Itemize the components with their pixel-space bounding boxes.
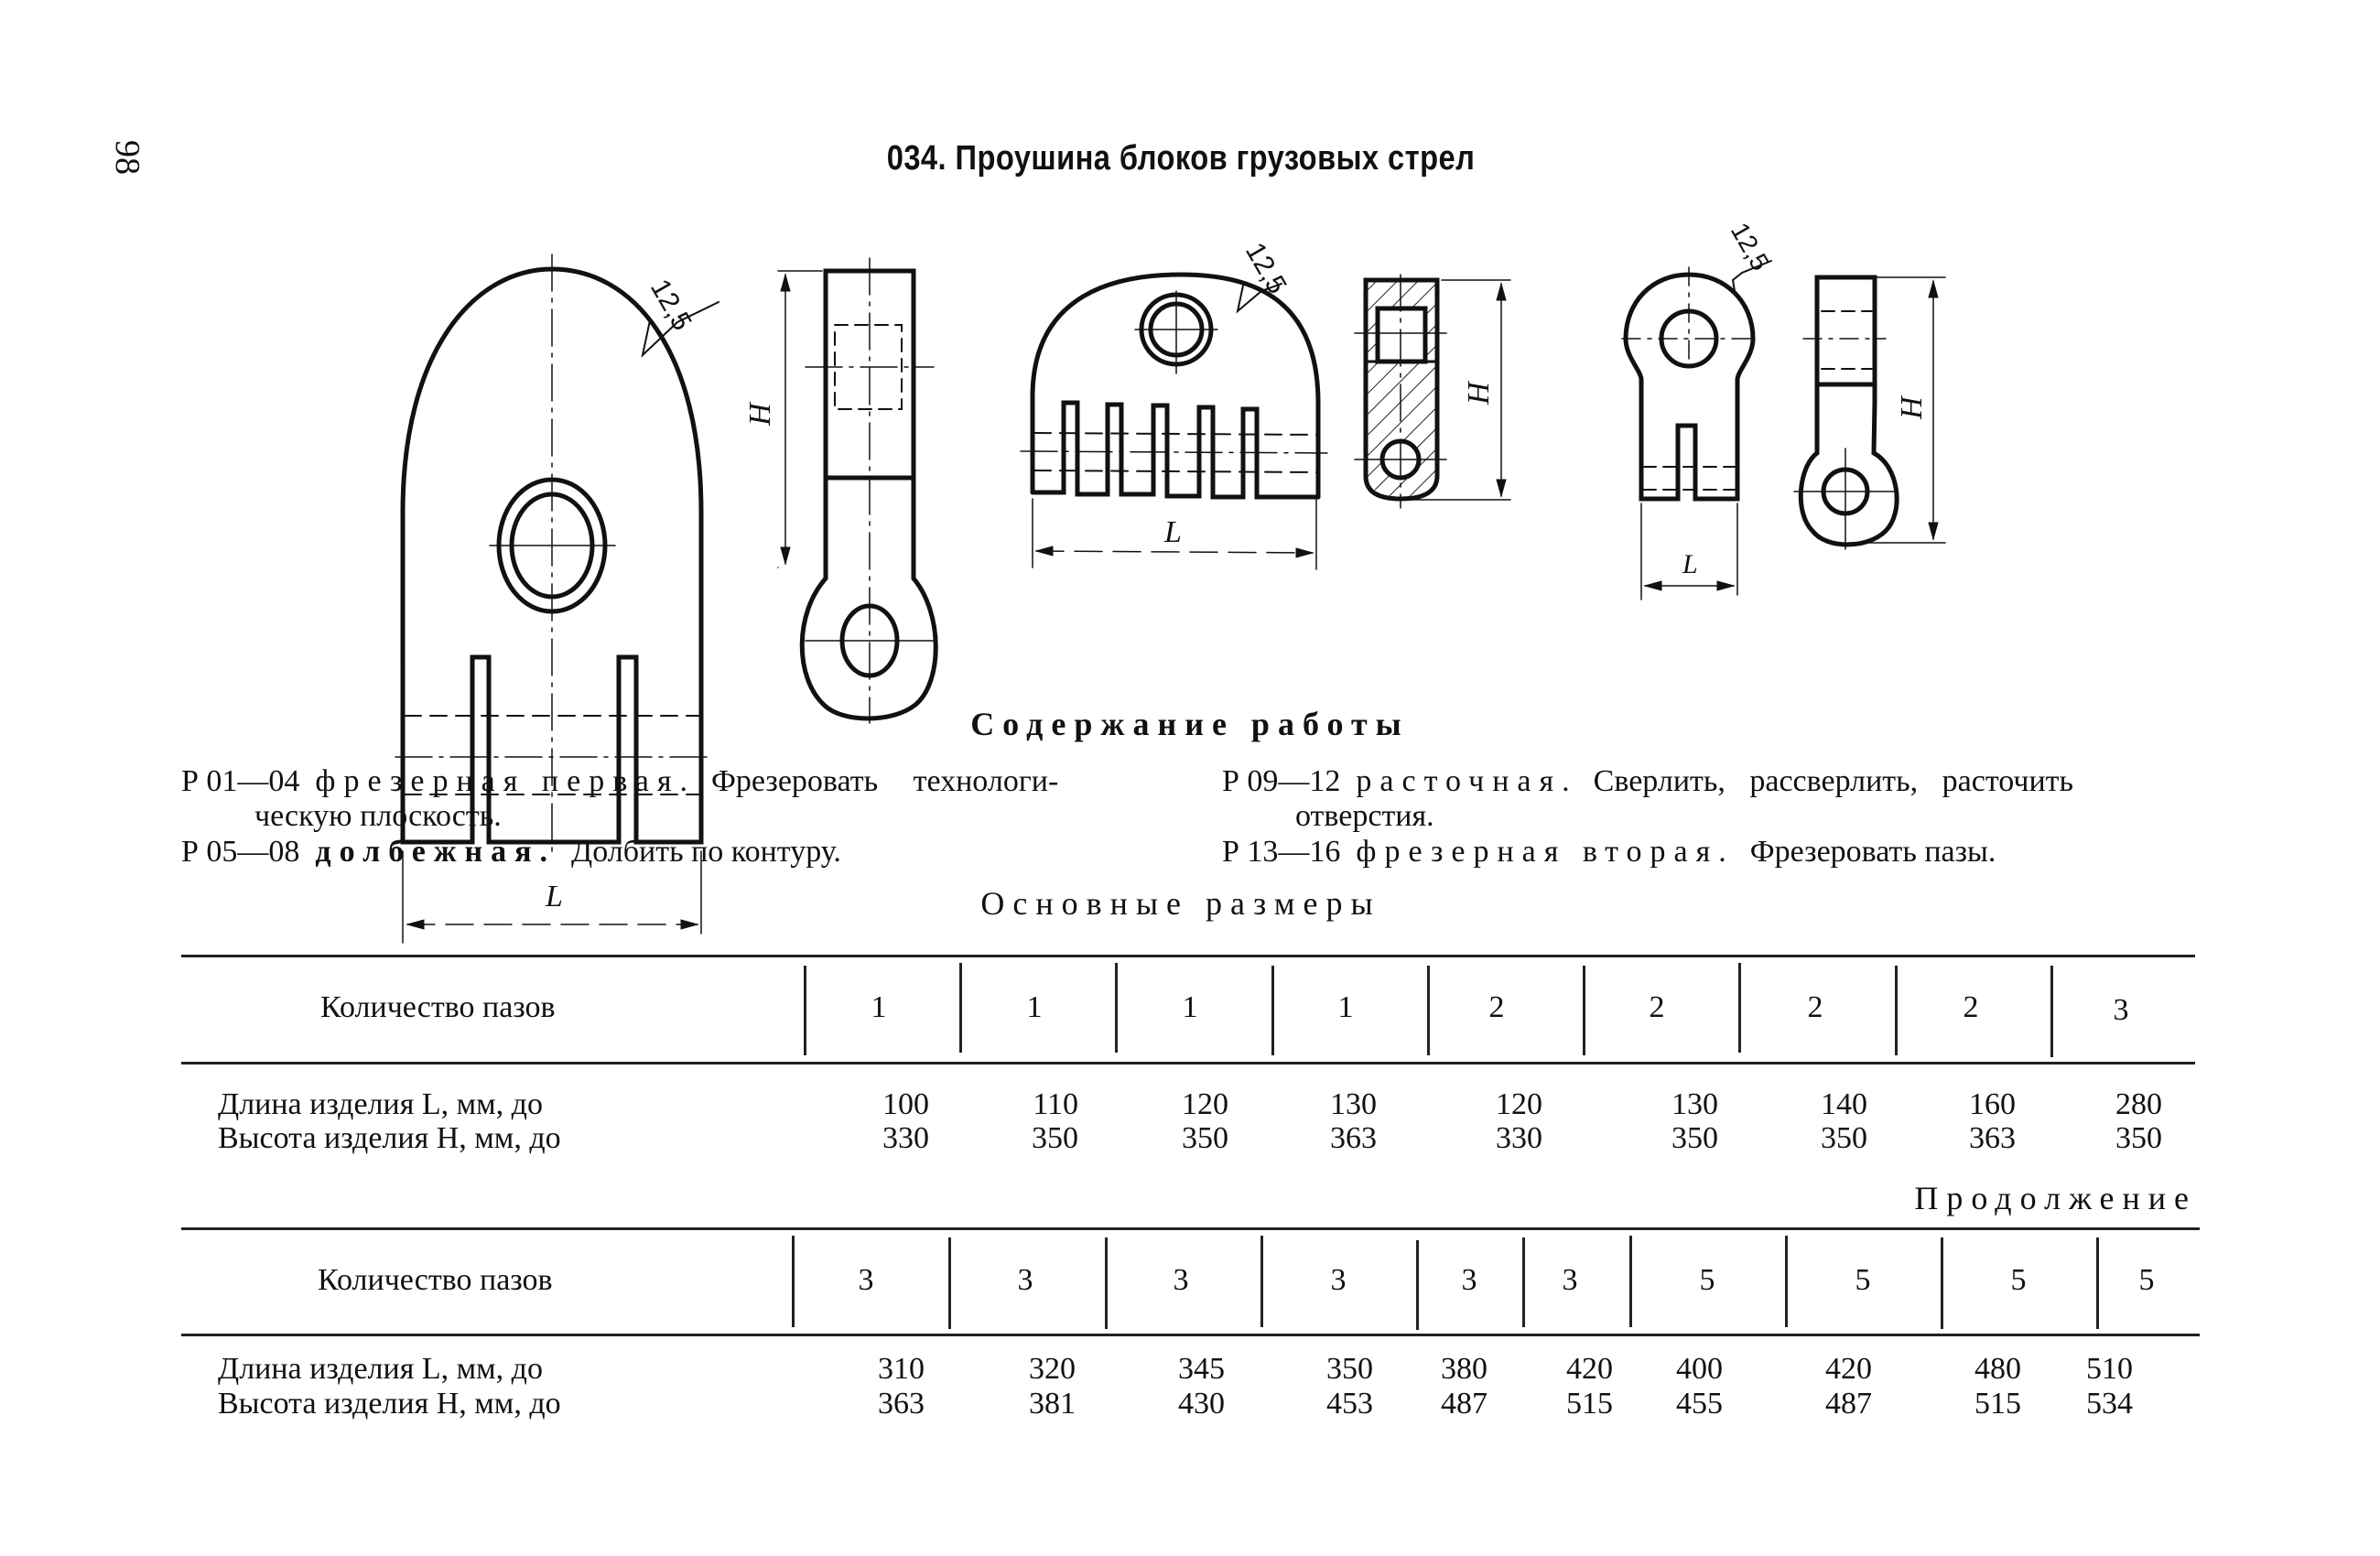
drawing-3-side-view [1794, 277, 1945, 549]
slots-cell: 3 [1461, 1263, 1477, 1297]
slots-cell: 3 [1173, 1263, 1189, 1297]
operation-name: долбежная. [315, 835, 557, 869]
svg-text:H: H [743, 403, 777, 426]
operation-text: Сверлить, рассверлить, расточить [1593, 764, 2074, 798]
height-cell: 430 [1178, 1387, 1225, 1421]
length-cell: 420 [1825, 1352, 1872, 1386]
slots-cell: 3 [1017, 1263, 1033, 1297]
slots-cell: 2 [1488, 990, 1505, 1024]
operation-name: фрезерная первая. [315, 764, 697, 798]
length-cell: 280 [2115, 1087, 2162, 1121]
length-cell: 310 [878, 1352, 925, 1386]
height-cell: 363 [878, 1387, 925, 1421]
svg-text:H: H [1462, 382, 1496, 405]
length-cell: 320 [1029, 1352, 1076, 1386]
svg-text:L: L [1682, 549, 1698, 579]
operation-text: Долбить по контуру. [571, 835, 841, 869]
slots-cell: 5 [1699, 1263, 1715, 1297]
height-cell: 350 [1821, 1121, 1867, 1155]
operation-code: Р 01—04 [181, 764, 300, 798]
height-cell: 455 [1676, 1387, 1723, 1421]
drawing-2-front-view [1021, 238, 1327, 569]
operation-text-cont: ческую плоскость. [254, 799, 502, 833]
table-rule [181, 1062, 2195, 1064]
height-cell: 453 [1326, 1387, 1373, 1421]
operation-text-cont: отверстия. [1295, 799, 1434, 833]
slots-cell: 3 [2113, 993, 2129, 1027]
page-title: 034. Проушина блоков грузовых стрел [886, 139, 1476, 178]
length-cell: 380 [1441, 1352, 1488, 1386]
operation-code: Р 13—16 [1222, 835, 1341, 869]
height-cell: 350 [1671, 1121, 1718, 1155]
table-rule [181, 1227, 2200, 1230]
height-cell: 515 [1974, 1387, 2021, 1421]
svg-text:12,5: 12,5 [644, 274, 698, 336]
slots-cell: 2 [1807, 990, 1823, 1024]
drawing-2-side-section [1355, 275, 1510, 508]
length-cell: 400 [1676, 1352, 1723, 1386]
main-dimensions-heading: Основные размеры [980, 885, 1381, 922]
operation-1 [181, 764, 1058, 834]
operation-name: расточная. [1356, 764, 1578, 798]
operation-2 [181, 835, 841, 870]
table-rule [181, 1334, 2200, 1336]
slots-cell: 2 [1963, 990, 1979, 1024]
row-label-slots: Количество пазов [318, 1263, 553, 1297]
height-cell: 330 [882, 1121, 929, 1155]
operation-text: Фрезеровать пазы. [1749, 835, 1996, 869]
height-cell: 515 [1566, 1387, 1613, 1421]
drawing-3-front-view [1622, 218, 1775, 600]
work-content-heading: Содержание работы [970, 706, 1410, 742]
slots-cell: 3 [858, 1263, 874, 1297]
length-cell: 100 [882, 1087, 929, 1121]
height-cell: 363 [1330, 1121, 1377, 1155]
length-cell: 160 [1969, 1087, 2016, 1121]
height-cell: 350 [1182, 1121, 1228, 1155]
slots-cell: 2 [1649, 990, 1665, 1024]
length-cell: 120 [1496, 1087, 1542, 1121]
svg-text:H: H [1895, 396, 1929, 419]
drawing-1-side-view [743, 258, 936, 723]
slots-cell: 3 [1330, 1263, 1347, 1297]
height-cell: 350 [1032, 1121, 1078, 1155]
height-cell: 330 [1496, 1121, 1542, 1155]
height-cell: 534 [2086, 1387, 2133, 1421]
row-label-slots: Количество пазов [320, 990, 556, 1024]
slots-cell: 3 [1562, 1263, 1578, 1297]
row-label-length: Длина изделия L, мм, до [218, 1087, 543, 1121]
slots-cell: 5 [2138, 1263, 2155, 1297]
length-cell: 420 [1566, 1352, 1613, 1386]
row-label-height: Высота изделия H, мм, до [218, 1387, 561, 1421]
length-cell: 510 [2086, 1352, 2133, 1386]
height-cell: 381 [1029, 1387, 1076, 1421]
slots-cell: 1 [1026, 990, 1043, 1024]
length-cell: 480 [1974, 1352, 2021, 1386]
svg-text:12,5: 12,5 [1239, 237, 1293, 299]
table-rule [181, 955, 2195, 957]
length-cell: 110 [1033, 1087, 1078, 1121]
length-cell: 350 [1326, 1352, 1373, 1386]
height-cell: 363 [1969, 1121, 2016, 1155]
height-cell: 487 [1825, 1387, 1872, 1421]
operation-code: Р 09—12 [1222, 764, 1341, 798]
operation-code: Р 05—08 [181, 835, 300, 869]
length-cell: 130 [1330, 1087, 1377, 1121]
svg-text:L: L [1164, 515, 1182, 549]
height-cell: 350 [2115, 1121, 2162, 1155]
row-label-length: Длина изделия L, мм, до [218, 1352, 543, 1386]
slots-cell: 5 [2010, 1263, 2027, 1297]
slots-cell: 1 [1337, 990, 1354, 1024]
length-cell: 140 [1821, 1087, 1867, 1121]
height-cell: 487 [1441, 1387, 1488, 1421]
length-cell: 130 [1671, 1087, 1718, 1121]
svg-text:L: L [546, 880, 563, 913]
operation-text: Фрезеровать технологи- [711, 764, 1059, 798]
operation-3 [1222, 764, 2073, 834]
length-cell: 120 [1182, 1087, 1228, 1121]
operation-4 [1222, 835, 1996, 870]
continuation-label: Продолжение [1914, 1180, 2197, 1216]
slots-cell: 5 [1855, 1263, 1871, 1297]
slots-cell: 1 [1182, 990, 1198, 1024]
svg-text:12,5: 12,5 [1725, 218, 1775, 276]
operation-name: фрезерная вторая. [1356, 835, 1735, 869]
slots-cell: 1 [871, 990, 887, 1024]
page-number: 98 [108, 140, 146, 175]
length-cell: 345 [1178, 1352, 1225, 1386]
row-label-height: Высота изделия H, мм, до [218, 1121, 561, 1155]
